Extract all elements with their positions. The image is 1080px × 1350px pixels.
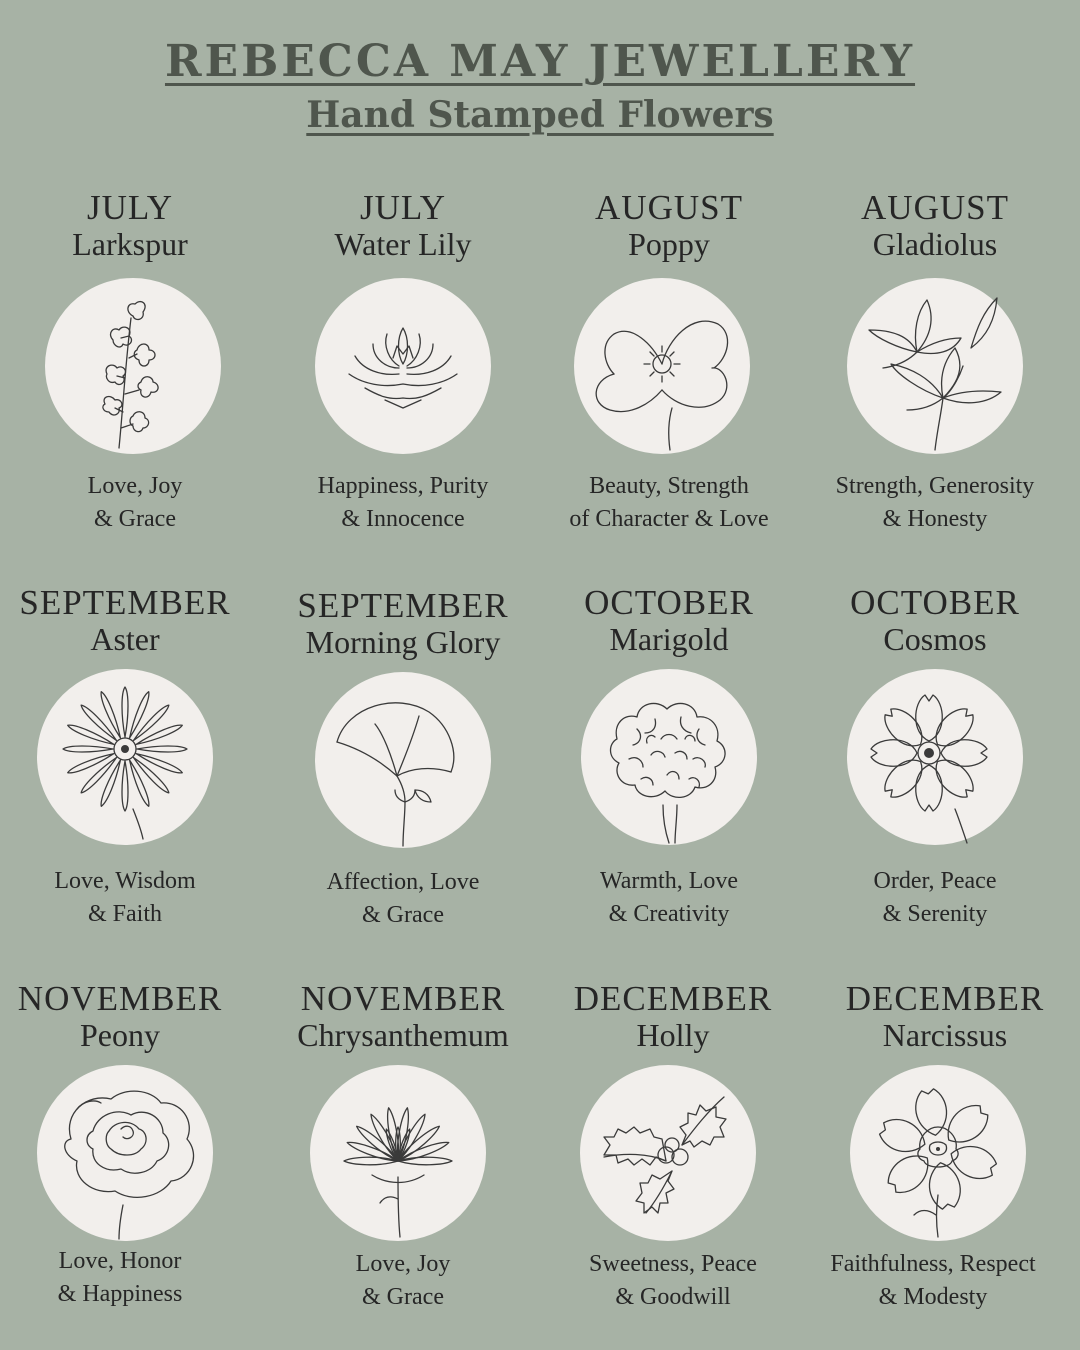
- meaning-line-2: of Character & Love: [569, 506, 769, 532]
- chrysanthemum-icon: [310, 1065, 486, 1241]
- card-meaning: [0, 1245, 255, 1311]
- poppy-icon: [574, 278, 750, 454]
- flower-card-peony: [0, 979, 255, 1339]
- flower-card-marigold: [534, 583, 804, 943]
- flower-card-holly: [538, 979, 808, 1339]
- meaning-line-1: Love, Joy: [355, 1251, 451, 1277]
- meaning-line-1: Warmth, Love: [599, 868, 739, 894]
- cosmos-icon: [847, 669, 1023, 845]
- morning-glory-icon: [315, 672, 491, 848]
- meaning-line-2: & Happiness: [57, 1281, 183, 1307]
- card-flower-name: Holly: [636, 1017, 710, 1053]
- card-meaning: [800, 470, 1070, 536]
- flower-card-aster: [0, 583, 260, 943]
- marigold-icon: [581, 669, 757, 845]
- card-meaning: [268, 470, 538, 536]
- flower-card-chrysanthemum: [268, 979, 538, 1339]
- card-month: OCTOBER: [584, 583, 754, 622]
- flower-card-water-lily: [268, 188, 538, 548]
- meaning-line-2: & Honesty: [882, 506, 988, 532]
- card-flower-name: Narcissus: [882, 1017, 1008, 1053]
- card-month: DECEMBER: [573, 979, 773, 1018]
- meaning-line-1: Love, Honor: [58, 1248, 182, 1274]
- aster-icon: [37, 669, 213, 845]
- narcissus-icon: [850, 1065, 1026, 1241]
- flower-card-larkspur: [0, 188, 270, 548]
- card-month: OCTOBER: [850, 583, 1020, 622]
- meaning-line-2: & Modesty: [878, 1284, 988, 1310]
- card-meaning: [534, 470, 804, 536]
- page-subtitle: Hand Stamped Flowers: [306, 94, 774, 136]
- meaning-line-1: Love, Wisdom: [54, 868, 196, 894]
- card-flower-name: Aster: [90, 621, 160, 657]
- meaning-line-2: & Innocence: [341, 506, 465, 532]
- larkspur-icon: [45, 278, 221, 454]
- card-flower-name: Morning Glory: [305, 624, 501, 660]
- card-month: SEPTEMBER: [297, 586, 509, 625]
- meaning-line-1: Affection, Love: [326, 869, 480, 895]
- meaning-line-1: Strength, Generosity: [835, 473, 1035, 499]
- holly-icon: [580, 1065, 756, 1241]
- card-month: SEPTEMBER: [19, 583, 231, 622]
- peony-icon: [37, 1065, 213, 1241]
- card-month: AUGUST: [595, 188, 743, 227]
- meaning-line-1: Faithfulness, Respect: [830, 1251, 1036, 1277]
- meaning-line-2: & Goodwill: [615, 1284, 731, 1310]
- gladiolus-icon: [847, 278, 1023, 454]
- card-month: NOVEMBER: [300, 979, 506, 1018]
- meaning-line-1: Happiness, Purity: [317, 473, 489, 499]
- card-flower-name: Marigold: [609, 621, 729, 657]
- flower-card-gladiolus: [800, 188, 1070, 548]
- brand-title: REBECCA MAY JEWELLERY: [164, 36, 916, 87]
- meaning-line-1: Sweetness, Peace: [589, 1251, 757, 1277]
- card-month: AUGUST: [861, 188, 1009, 227]
- flower-card-morning-glory: [268, 586, 538, 946]
- meaning-line-2: & Creativity: [608, 901, 730, 927]
- card-meaning: [268, 866, 538, 932]
- meaning-line-1: Order, Peace: [873, 868, 997, 894]
- flower-card-narcissus: [810, 979, 1080, 1339]
- meaning-line-2: & Faith: [87, 901, 162, 927]
- card-meaning: [534, 865, 804, 931]
- card-flower-name: Water Lily: [334, 226, 472, 262]
- meaning-line-2: & Grace: [362, 902, 444, 928]
- card-flower-name: Peony: [80, 1017, 160, 1053]
- card-flower-name: Larkspur: [72, 226, 188, 262]
- card-flower-name: Chrysanthemum: [297, 1017, 509, 1053]
- meaning-line-2: & Serenity: [882, 901, 988, 927]
- card-month: JULY: [359, 188, 447, 227]
- card-meaning: [798, 1248, 1068, 1314]
- card-meaning: [0, 865, 260, 931]
- flower-card-poppy: [534, 188, 804, 548]
- card-flower-name: Cosmos: [883, 621, 987, 657]
- card-month: JULY: [86, 188, 174, 227]
- card-meaning: [800, 865, 1070, 931]
- card-flower-name: Gladiolus: [872, 226, 998, 262]
- card-month: DECEMBER: [845, 979, 1045, 1018]
- card-meaning: [0, 470, 270, 536]
- meaning-line-2: & Grace: [94, 506, 176, 532]
- meaning-line-2: & Grace: [362, 1284, 444, 1310]
- card-meaning: [268, 1248, 538, 1314]
- card-flower-name: Poppy: [628, 226, 710, 262]
- meaning-line-1: Love, Joy: [87, 473, 183, 499]
- water-lily-icon: [315, 278, 491, 454]
- card-month: NOVEMBER: [17, 979, 223, 1018]
- flower-card-cosmos: [800, 583, 1070, 943]
- card-meaning: [538, 1248, 808, 1314]
- meaning-line-1: Beauty, Strength: [589, 473, 749, 499]
